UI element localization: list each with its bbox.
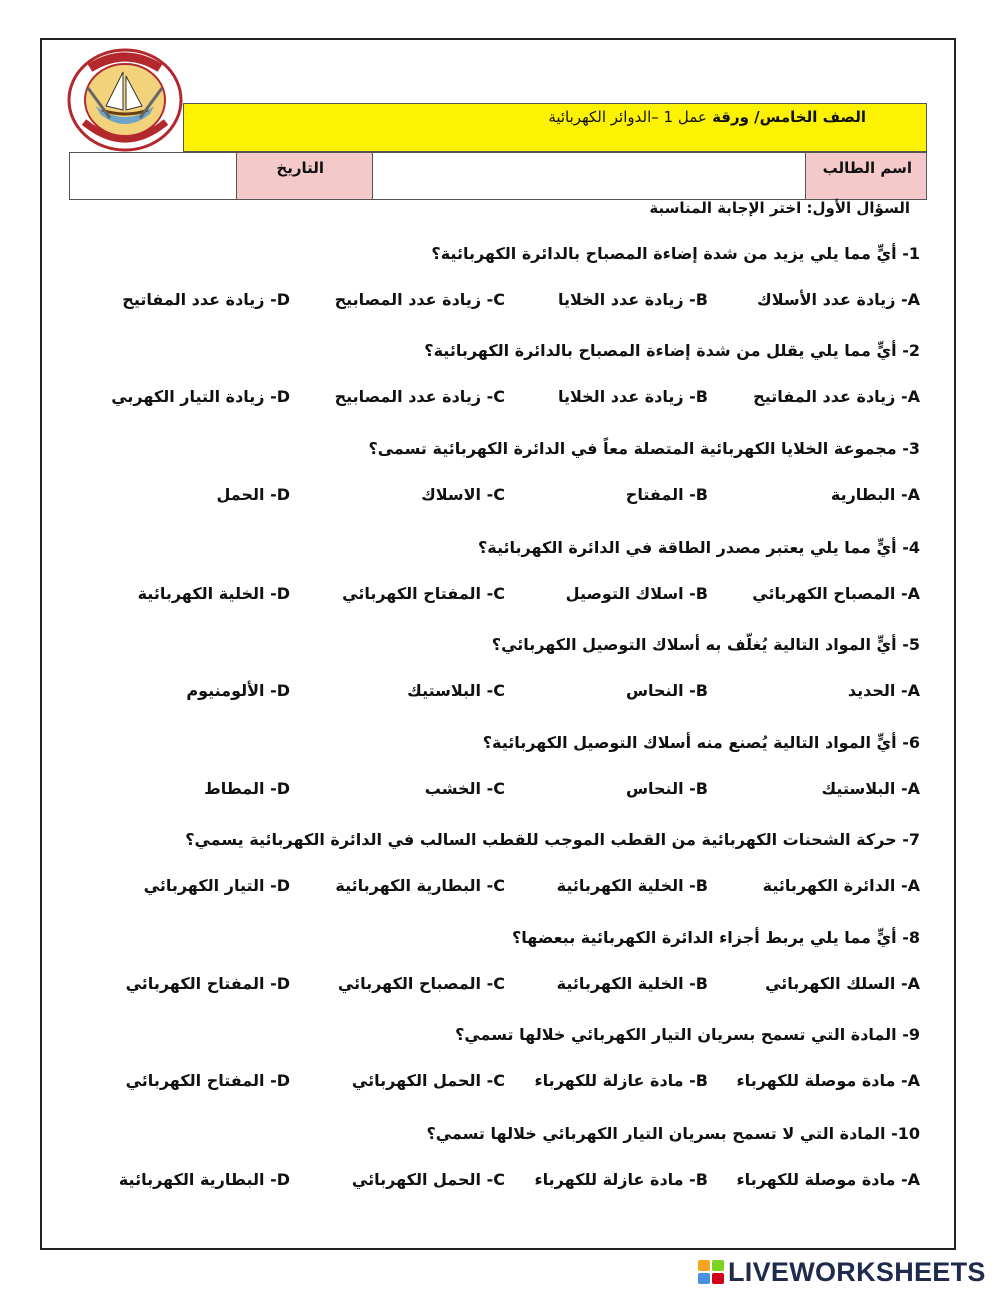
date-label: التاريخ <box>236 152 373 200</box>
option-a[interactable]: A- مادة موصلة للكهرباء <box>736 1071 920 1090</box>
question-block <box>90 538 920 608</box>
question-text: 8- أيٍّ مما يلي يربط أجزاء الدائرة الكهربائية ببعضها؟ <box>512 928 920 947</box>
worksheet-title: عمل 1 –الدوائر الكهربائية <box>548 108 707 126</box>
question-text: 4- أيٍّ مما يلي يعتبر مصدر الطاقة في الدائرة الكهربائية؟ <box>477 538 920 557</box>
answer-options <box>90 876 920 900</box>
question-text: 10- المادة التي لا تسمح بسريان التيار الكهربائي خلالها تسمي؟ <box>426 1124 920 1143</box>
question-block <box>90 244 920 314</box>
question-block <box>90 733 920 803</box>
option-b[interactable]: B- الخلية الكهربائية <box>556 876 708 895</box>
option-d[interactable]: D- الخلية الكهربائية <box>137 584 290 603</box>
option-a[interactable]: A- المصباح الكهربائي <box>752 584 920 603</box>
option-d[interactable]: D- البطارية الكهربائية <box>118 1170 290 1189</box>
answer-options <box>90 1170 920 1194</box>
option-b[interactable]: B- زيادة عدد الخلايا <box>557 290 708 309</box>
option-c[interactable]: C- المفتاح الكهربائي <box>342 584 505 603</box>
question-text: 1- أيٍّ مما يلي يزيد من شدة إضاءة المصباح بالدائرة الكهربائية؟ <box>431 244 920 263</box>
option-a[interactable]: A- السلك الكهربائي <box>765 974 920 993</box>
question-block <box>90 1124 920 1194</box>
answer-options <box>90 290 920 314</box>
question-block <box>90 928 920 998</box>
date-field[interactable] <box>69 152 237 200</box>
option-a[interactable]: A- الدائرة الكهربائية <box>762 876 920 895</box>
option-c[interactable]: C- الحمل الكهربائي <box>351 1071 505 1090</box>
option-b[interactable]: B- النحاس <box>625 681 708 700</box>
option-d[interactable]: D- زيادة عدد المفاتيح <box>122 290 290 309</box>
answer-options <box>90 584 920 608</box>
option-a[interactable]: A- البطارية <box>830 485 920 504</box>
option-c[interactable]: C- الاسلاك <box>421 485 505 504</box>
option-b[interactable]: B- الخلية الكهربائية <box>556 974 708 993</box>
answer-options <box>90 681 920 705</box>
option-a[interactable]: A- البلاستيك <box>821 779 920 798</box>
option-d[interactable]: D- الألومنيوم <box>186 681 290 700</box>
option-a[interactable]: A- زيادة عدد الأسلاك <box>757 290 920 309</box>
option-b[interactable]: B- زيادة عدد الخلايا <box>557 387 708 406</box>
student-name-field[interactable] <box>372 152 806 200</box>
logo-square-3 <box>698 1273 710 1284</box>
option-c[interactable]: C- البطارية الكهربائية <box>335 876 505 895</box>
option-d[interactable]: D- المفتاح الكهربائي <box>125 1071 290 1090</box>
logo-square-2 <box>712 1260 724 1271</box>
section-title: السؤال الأول: اختر الإجابة المناسبة <box>649 199 910 217</box>
option-b[interactable]: B- المفتاح <box>625 485 708 504</box>
question-text: 2- أيٍّ مما يلي يقلل من شدة إضاءة المصباح بالدائرة الكهربائية؟ <box>424 341 920 360</box>
student-name-label: اسم الطالب <box>805 152 927 200</box>
student-info-row <box>69 152 927 200</box>
question-text: 6- أيٍّ المواد التالية يُصنع منه أسلاك التوصيل الكهربائية؟ <box>482 733 920 752</box>
option-d[interactable]: D- زيادة التيار الكهربي <box>111 387 290 406</box>
option-a[interactable]: A- زيادة عدد المفاتيح <box>753 387 920 406</box>
option-a[interactable]: A- مادة موصلة للكهرباء <box>736 1170 920 1189</box>
option-d[interactable]: D- التيار الكهربائي <box>143 876 290 895</box>
option-b[interactable]: B- النحاس <box>625 779 708 798</box>
option-d[interactable]: D- الحمل <box>216 485 290 504</box>
question-text: 9- المادة التي تسمح بسريان التيار الكهربائي خلالها تسمي؟ <box>455 1025 920 1044</box>
option-a[interactable]: A- الحديد <box>847 681 920 700</box>
grade-label: الصف الخامس/ ورقة <box>712 108 866 126</box>
question-text: 7- حركة الشحنات الكهربائية من القطب الموجب للقطب السالب في الدائرة الكهربائية يسمي؟ <box>185 830 920 849</box>
option-b[interactable]: B- اسلاك التوصيل <box>565 584 708 603</box>
option-c[interactable]: C- البلاستيك <box>407 681 505 700</box>
liveworksheets-logo-icon <box>698 1260 724 1284</box>
answer-options <box>90 1071 920 1095</box>
question-text: 3- مجموعة الخلايا الكهربائية المتصلة معاً في الدائرة الكهربائية تسمى؟ <box>368 439 920 458</box>
logo-square-4 <box>712 1273 724 1284</box>
question-block <box>90 439 920 509</box>
question-text: 5- أيٍّ المواد التالية يُغلّف به أسلاك التوصيل الكهربائي؟ <box>491 635 920 654</box>
option-d[interactable]: D- المطاط <box>204 779 290 798</box>
liveworksheets-footer <box>698 1256 986 1288</box>
answer-options <box>90 779 920 803</box>
question-block <box>90 1025 920 1095</box>
logo-square-1 <box>698 1260 710 1271</box>
answer-options <box>90 974 920 998</box>
qatar-ministry-logo <box>66 48 184 152</box>
question-block <box>90 635 920 705</box>
answer-options <box>90 485 920 509</box>
option-c[interactable]: C- زيادة عدد المصابيح <box>334 290 505 309</box>
option-c[interactable]: C- الحمل الكهربائي <box>351 1170 505 1189</box>
liveworksheets-brand: LIVEWORKSHEETS <box>728 1256 986 1287</box>
option-c[interactable]: C- الخشب <box>424 779 505 798</box>
question-block <box>90 341 920 411</box>
worksheet-title-bar <box>183 103 927 152</box>
option-c[interactable]: C- المصباح الكهربائي <box>337 974 505 993</box>
answer-options <box>90 387 920 411</box>
question-block <box>90 830 920 900</box>
option-c[interactable]: C- زيادة عدد المصابيح <box>334 387 505 406</box>
option-d[interactable]: D- المفتاح الكهربائي <box>125 974 290 993</box>
option-b[interactable]: B- مادة عازلة للكهرباء <box>534 1170 708 1189</box>
option-b[interactable]: B- مادة عازلة للكهرباء <box>534 1071 708 1090</box>
